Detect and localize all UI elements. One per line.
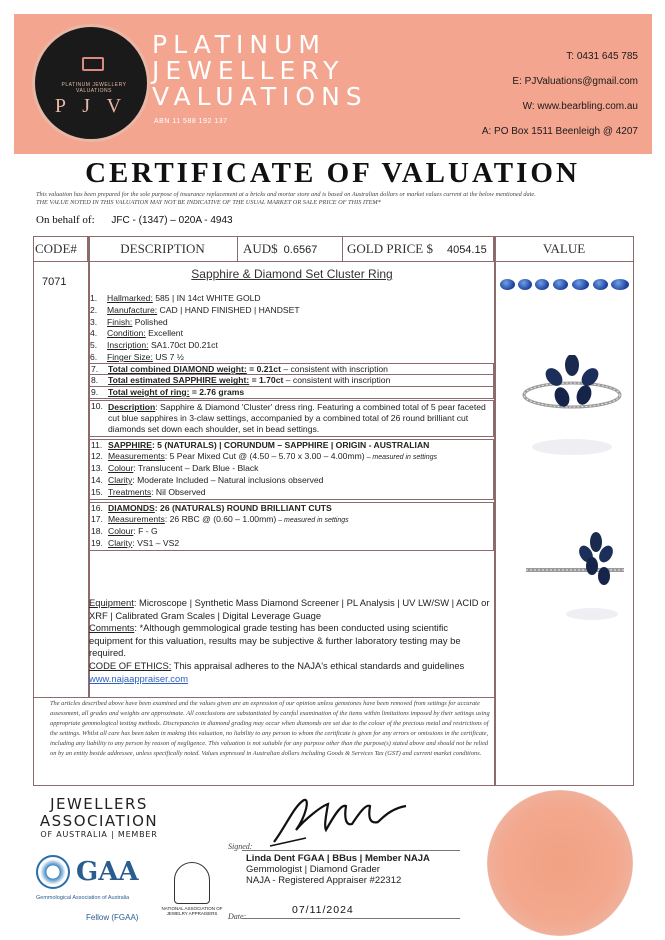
line-value: SA1.70ct D0.21ct bbox=[148, 340, 218, 351]
line-number: 4. bbox=[90, 328, 98, 339]
website: W: www.bearbling.com.au bbox=[522, 101, 638, 112]
line-label: Measurements bbox=[108, 514, 165, 525]
on-behalf-label: On behalf of: bbox=[36, 214, 95, 226]
signature-line bbox=[242, 850, 460, 851]
aud-value: 0.6567 bbox=[283, 244, 318, 256]
sapphire-image bbox=[611, 279, 629, 290]
line-value: : 26 RBC @ (0.60 – 1.00mm) bbox=[164, 514, 277, 525]
ring-photo-top bbox=[520, 355, 628, 465]
line-value: Polished bbox=[132, 316, 168, 327]
sapphire-stone bbox=[590, 532, 602, 552]
column-divider bbox=[494, 236, 496, 786]
jaa-line: JEWELLERS bbox=[50, 795, 148, 813]
description-label: Description bbox=[108, 401, 156, 412]
address: A: PO Box 1511 Beenleigh @ 4207 bbox=[481, 126, 638, 137]
line-label: Condition: bbox=[107, 328, 146, 339]
line-value: – consistent with inscription bbox=[283, 375, 391, 386]
comments-text: : *Although gemmological grade testing has been conducted using scientific equipment for this valuation, results may be subjective & further laboratory testing may be required. bbox=[89, 622, 461, 659]
line-number: 1. bbox=[90, 293, 98, 303]
equipment-block bbox=[89, 597, 491, 685]
signer-block bbox=[246, 853, 430, 886]
sapphire-stone bbox=[586, 557, 598, 575]
gem-icon bbox=[82, 57, 104, 71]
line-label: Total weight of ring: bbox=[108, 386, 190, 397]
top-disclaimer bbox=[36, 191, 636, 207]
item-details bbox=[88, 293, 494, 551]
embossed-seal bbox=[487, 790, 633, 936]
sapphire-strip bbox=[498, 277, 632, 293]
line-number: 3. bbox=[90, 316, 98, 327]
line-value: – consistent with inscription bbox=[280, 363, 388, 374]
line-number: 17. bbox=[91, 514, 103, 525]
ethics-label: CODE OF ETHICS: bbox=[89, 659, 172, 671]
detail-line bbox=[88, 305, 494, 317]
table-header bbox=[33, 236, 634, 262]
brand-line: PLATINUM bbox=[152, 30, 326, 59]
gold-value: 4054.15 bbox=[446, 244, 487, 256]
detail-line bbox=[89, 463, 493, 475]
line-label: Finger Size: bbox=[107, 351, 153, 362]
line-number: 5. bbox=[90, 340, 98, 351]
line-number: 2. bbox=[90, 304, 98, 315]
line-value: : Moderate Included – Natural inclusions observed bbox=[132, 474, 324, 485]
line-value: 585 | IN 14ct WHITE GOLD bbox=[152, 293, 261, 303]
line-number: 16. bbox=[91, 502, 103, 513]
signer-name: Linda Dent FGAA | BBus | Member NAJA bbox=[246, 853, 430, 864]
ring-photo-side bbox=[520, 520, 628, 630]
line-number: 10. bbox=[91, 400, 103, 411]
line-label: Manufacture: bbox=[107, 304, 158, 315]
detail-line bbox=[88, 293, 494, 305]
item-code: 7071 bbox=[42, 276, 67, 288]
line-value: US 7 ½ bbox=[152, 351, 184, 362]
detail-line bbox=[88, 340, 494, 352]
sapphire-stone bbox=[598, 567, 610, 585]
date-value: 07/11/2024 bbox=[292, 904, 354, 916]
line-label: Measurements bbox=[108, 451, 165, 462]
date-label: Date: bbox=[228, 912, 247, 921]
item-title: Sapphire & Diamond Set Cluster Ring bbox=[191, 267, 393, 281]
jaa-line: OF AUSTRALIA | MEMBER bbox=[40, 830, 158, 839]
header-code: CODE# bbox=[33, 236, 88, 262]
phone: T: 0431 645 785 bbox=[566, 51, 638, 62]
line-number: 7. bbox=[91, 363, 99, 374]
pjv-logo bbox=[32, 24, 150, 142]
on-behalf-of bbox=[36, 214, 233, 226]
details-sapphire bbox=[88, 439, 494, 500]
ring-reflection bbox=[566, 608, 618, 620]
email: E: PJValuations@gmail.com bbox=[512, 76, 638, 87]
line-label: Colour bbox=[108, 526, 134, 537]
line-label: Inscription: bbox=[107, 340, 149, 351]
gold-label: GOLD PRICE $ bbox=[347, 241, 433, 256]
detail-line bbox=[89, 475, 493, 487]
ring-reflection bbox=[532, 439, 612, 455]
logo-monogram: P J V bbox=[54, 95, 128, 117]
line-label: Colour bbox=[108, 463, 134, 474]
abn-number: ABN 11 588 192 137 bbox=[154, 118, 228, 125]
signer-title: Gemmologist | Diamond Grader bbox=[246, 864, 380, 875]
detail-line bbox=[89, 451, 493, 463]
signature-image bbox=[266, 796, 416, 848]
brand-name bbox=[152, 32, 368, 110]
line-label: Clarity bbox=[108, 537, 133, 548]
detail-line bbox=[89, 526, 493, 538]
description-text: : Sapphire & Diamond 'Cluster' dress ring. Featuring a combined total of 5 pear faceted cut blue sapphires in 3-claw settings, accompanied by a combined total of 26 round brilliant cut diamonds set down each shoulder, set in bead settings. bbox=[108, 401, 486, 434]
details-diamond bbox=[88, 502, 494, 551]
line-number: 14. bbox=[91, 474, 103, 485]
equipment-text: : Microscope | Synthetic Mass Diamond Screener | PL Analysis | UV LW/SW | ACID or XRF | Calibrated Gram Scales | Digital Leverage Guage bbox=[89, 597, 490, 621]
signer-registration: NAJA - Registered Appraiser #22312 bbox=[246, 875, 402, 886]
line-value: : VS1 – VS2 bbox=[132, 537, 180, 548]
contact-block bbox=[482, 44, 638, 144]
signed-label: Signed: bbox=[228, 842, 253, 851]
detail-line bbox=[89, 487, 493, 499]
line-label: Total estimated SAPPHIRE weight: bbox=[108, 375, 250, 386]
line-number: 13. bbox=[91, 463, 103, 474]
header-description: DESCRIPTION bbox=[88, 236, 238, 262]
sapphire-image bbox=[553, 279, 568, 290]
detail-line bbox=[89, 538, 493, 550]
line-label: Clarity bbox=[108, 474, 133, 485]
sapphire-image bbox=[535, 279, 549, 290]
line-number: 9. bbox=[91, 386, 99, 397]
header-value: VALUE bbox=[542, 241, 586, 256]
line-number: 6. bbox=[90, 351, 98, 362]
bottom-disclaimer: The articles described above have been examined and the values given are an expression of our opinion unless gemstones have been removed from settings for accurate assessment, all grades and weights are approximate. All conclusions are substantiated by careful examination of the items within limitations imposed by their settings using appropriate gemmological testing methods. Discrepancies in diamond grading may occur when diamonds are set due to the colour of the precious metal and restrictions of the settings. Whilst all care has been taken in making this valuation, no liability to any person to whom the certificate is given for any errors or omissions in the certificate, including any liability to any person by reason of negligence. This valuation is not suitable for any purpose other than the purpose(s) stated above and should not be relied on by an entity beside addressee, unless specifically noted. Values expressed in Australian dollars including Goods & Services Tax (GST) and current market conditions. bbox=[50, 700, 490, 757]
scales-icon bbox=[174, 862, 210, 904]
line-value-bold: = 0.21ct bbox=[246, 363, 281, 374]
sapphire-image bbox=[593, 279, 608, 290]
gaa-fellow: Fellow (FGAA) bbox=[86, 913, 139, 922]
naja-name: NATIONAL ASSOCIATION OF JEWELRY APPRAISERS bbox=[161, 906, 223, 916]
letterhead-band bbox=[14, 14, 652, 154]
detail-line bbox=[89, 503, 493, 515]
detail-line bbox=[89, 514, 493, 526]
line-number: 11. bbox=[91, 439, 103, 450]
details-general bbox=[88, 293, 494, 399]
aud-label: AUD$ bbox=[243, 241, 278, 256]
line-label: Finish: bbox=[107, 316, 133, 327]
disclaimer-line: This valuation has been prepared for the sole purpose of insurance replacement at a bricks and mortar store and is based on Australian dollars or market values current at the below mentioned date. bbox=[36, 191, 536, 198]
row-divider bbox=[33, 697, 495, 698]
line-number: 12. bbox=[91, 451, 103, 462]
description-row bbox=[88, 400, 494, 437]
line-number: 19. bbox=[91, 537, 103, 548]
jaa-line: ASSOCIATION bbox=[39, 812, 159, 830]
line-value: : F - G bbox=[133, 526, 158, 537]
gaa-subtitle: Gemmological Association of Australia bbox=[36, 895, 130, 901]
sapphire-image bbox=[572, 279, 589, 290]
header-aud bbox=[238, 236, 343, 262]
logo-tagline: PLATINUM JEWELLERY VALUATIONS bbox=[61, 82, 127, 94]
line-value-bold: = 1.70ct bbox=[249, 375, 284, 386]
detail-line bbox=[89, 440, 493, 452]
ethics-text: This appraisal adheres to the NAJA's ethical standards and guidelines bbox=[171, 659, 465, 671]
brand-line: VALUATIONS bbox=[152, 82, 368, 111]
line-label: Hallmarked: bbox=[107, 293, 153, 303]
line-value-bold: : 5 (NATURALS) | CORUNDUM – SAPPHIRE | ORIGIN - AUSTRALIAN bbox=[151, 439, 430, 450]
line-value-bold: : 26 (NATURALS) ROUND BRILLIANT CUTS bbox=[154, 502, 332, 513]
comments-label: Comments bbox=[89, 622, 135, 634]
jaa-logo bbox=[35, 796, 163, 839]
line-value-bold: = 2.76 grams bbox=[189, 386, 245, 397]
date-line bbox=[242, 918, 460, 919]
header-gold-price bbox=[343, 236, 494, 262]
detail-line bbox=[88, 328, 494, 340]
line-number: 18. bbox=[91, 526, 103, 537]
naja-logo bbox=[156, 862, 228, 916]
line-value: : Translucent – Dark Blue - Black bbox=[133, 463, 259, 474]
sapphire-stone bbox=[574, 383, 594, 407]
line-label: Treatments bbox=[108, 486, 152, 497]
line-number: 8. bbox=[91, 375, 99, 386]
detail-line bbox=[88, 317, 494, 329]
equipment-label: Equipment bbox=[89, 597, 134, 608]
naja-link[interactable]: www.najaappraiser.com bbox=[89, 672, 189, 684]
brand-line: JEWELLERY bbox=[152, 56, 345, 85]
on-behalf-value: JFC - (1347) – 020A - 4943 bbox=[111, 215, 233, 226]
line-label: DIAMONDS bbox=[108, 502, 155, 513]
gaa-wordmark: GAA bbox=[76, 857, 139, 887]
gaa-emblem-icon bbox=[36, 855, 70, 889]
line-value: CAD | HAND FINISHED | HANDSET bbox=[157, 304, 300, 315]
sapphire-image bbox=[500, 279, 515, 290]
line-label: SAPPHIRE bbox=[108, 439, 152, 450]
line-number: 15. bbox=[91, 486, 103, 497]
sapphire-image bbox=[518, 279, 532, 290]
detail-line bbox=[88, 386, 494, 399]
sapphire-stone bbox=[565, 355, 579, 376]
certificate-title: CERTIFICATE OF VALUATION bbox=[85, 157, 580, 189]
disclaimer-line: THE VALUE NOTED IN THIS VALUATION MAY NOT BE INDICATIVE OF THE USUAL MARKET OR SALE PRICE OF THIS ITEM* bbox=[36, 199, 381, 206]
line-value: : Nil Observed bbox=[151, 486, 206, 497]
line-value: Excellent bbox=[145, 328, 183, 339]
line-note: – measured in settings bbox=[276, 517, 349, 525]
line-note: – measured in settings bbox=[364, 454, 438, 462]
line-value: : 5 Pear Mixed Cut @ (4.50 – 5.70 x 3.00 – 4.00mm) bbox=[164, 451, 365, 462]
line-label: Total combined DIAMOND weight: bbox=[108, 363, 247, 374]
